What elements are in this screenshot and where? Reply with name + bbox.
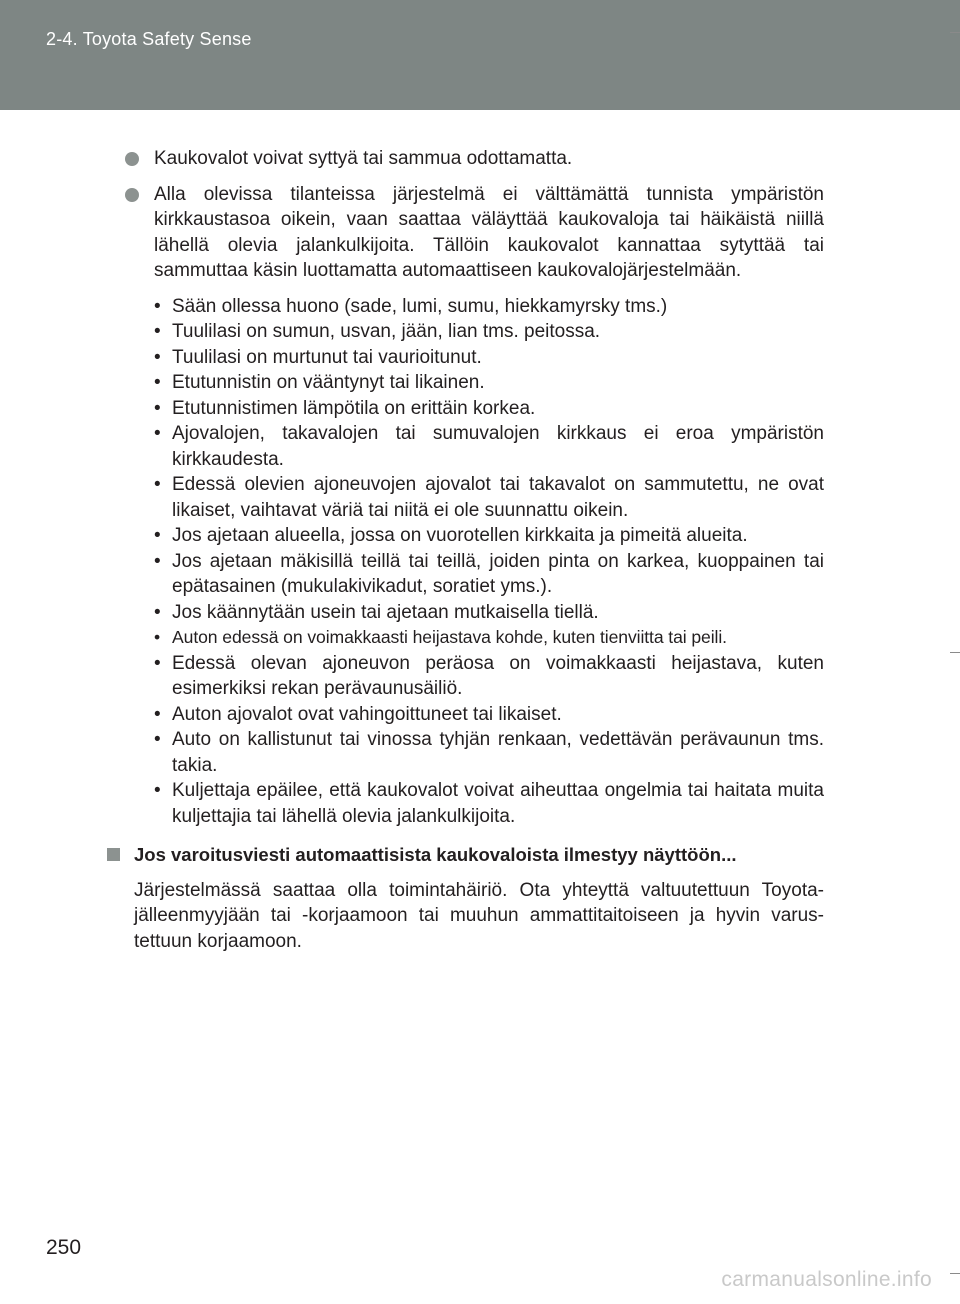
intro-item xyxy=(124,182,824,830)
page-content xyxy=(124,146,824,954)
list-item: • Kuljettaja epäilee, että kaukovalot voivat aiheuttaa ongelmia tai haitata muita kuljettajia tai lähellä olevia jalankulkijoita. xyxy=(154,780,824,827)
bullet-icon: • xyxy=(154,397,161,419)
bullet-icon: • xyxy=(154,423,161,444)
bullet-icon: • xyxy=(154,525,161,546)
intro-text: Kaukovalot voivat syttyä tai sammua odottamatta. xyxy=(154,148,573,169)
list-item: • Edessä olevan ajoneuvon peräosa on voimakkaasti heijastava, kuten esimerkiksi rekan perävaunusäiliö. xyxy=(154,652,824,699)
watermark: carmanualsonline.info xyxy=(721,1268,932,1291)
list-item: • Ajovalojen, takavalojen tai sumuvalojen kirkkaus ei eroa ympäristön kirkkaudesta. xyxy=(154,423,824,470)
bullet-icon: • xyxy=(154,729,161,750)
list-item: • Etutunnistimen lämpötila on erittäin korkea. xyxy=(124,396,824,422)
list-item: • Auto on kallistunut tai vinossa tyhjän renkaan, vedettävän perävaunun tms. takia. xyxy=(154,729,824,776)
conditions-list xyxy=(124,294,824,830)
bullet-icon: • xyxy=(154,703,161,725)
list-item: • Tuulilasi on sumun, usvan, jään, lian tms. peitossa. xyxy=(124,319,824,345)
bullet-icon: • xyxy=(154,780,161,801)
list-item: • Auton edessä on voimakkaasti heijastava kohde, kuten tienviitta tai peili. xyxy=(124,625,824,651)
bullet-icon: • xyxy=(154,601,161,623)
warning-section-body: Järjestelmässä saattaa olla toimintahäiriö. Ota yhteyttä valtuutettuun Toyota-jälleenmyyjään tai -korjaamoon tai muuhun ammattitaitoiseen ja hyvin varus-tettuun korjaamoon. xyxy=(134,879,824,952)
list-item: • Jos käännytään usein tai ajetaan mutkaisella tiellä. xyxy=(124,600,824,626)
crop-mark-top xyxy=(950,32,960,33)
list-item: • Jos ajetaan mäkisillä teillä tai teillä, joiden pinta on karkea, kuoppainen tai epätasainen (mukulakivikadut, soratiet yms.). xyxy=(154,550,824,597)
bullet-icon: • xyxy=(154,346,161,368)
intro-item xyxy=(124,146,824,172)
square-bullet-icon xyxy=(107,848,120,861)
warning-heading-text: Jos varoitusviesti automaattisista kaukovaloista ilmestyy näyttöön... xyxy=(134,844,737,865)
bullet-icon: • xyxy=(154,321,161,342)
round-bullet-icon xyxy=(125,152,139,166)
warning-section-heading xyxy=(107,842,824,868)
bullet-icon: • xyxy=(154,295,161,317)
bullet-icon: • xyxy=(154,652,161,674)
page-header xyxy=(0,0,960,110)
section-title: 2-4. Toyota Safety Sense xyxy=(46,29,252,49)
bullet-icon: • xyxy=(154,372,161,393)
list-item: • Etutunnistin on vääntynyt tai likainen. xyxy=(124,370,824,396)
list-item: • Edessä olevien ajoneuvojen ajovalot tai takavalot on sammutettu, ne ovat likaiset, vaihtavat väriä tai niitä ei ole suunnattu oikein. xyxy=(154,474,824,521)
bullet-icon: • xyxy=(154,550,161,572)
list-item: • Jos ajetaan alueella, jossa on vuorotellen kirkkaita ja pimeitä alueita. xyxy=(124,523,824,549)
bullet-icon: • xyxy=(154,627,161,647)
bullet-icon: • xyxy=(154,474,161,495)
crop-mark-middle xyxy=(950,652,960,653)
list-item: • Sään ollessa huono (sade, lumi, sumu, hiekkamyrsky tms.) xyxy=(124,294,824,320)
page-number: 250 xyxy=(46,1236,82,1259)
list-item: • Auton ajovalot ovat vahingoittuneet tai likaiset. xyxy=(124,702,824,728)
round-bullet-icon xyxy=(125,188,139,202)
list-item: • Tuulilasi on murtunut tai vaurioitunut. xyxy=(124,345,824,371)
crop-mark-bottom xyxy=(950,1273,960,1274)
intro-text: Alla olevissa tilanteissa järjestelmä ei välttämättä tunnista ympäristön kirkkaustasoa oikein, vaan saattaa väläyttää kaukovaloja tai häikäistä niillä lähellä olevia jalankulkijoita. Tällöin kaukovalot kannattaa sytyttää tai sammuttaa käsin luottamatta automaattiseen kaukovalojärjestelmään. xyxy=(154,183,824,281)
